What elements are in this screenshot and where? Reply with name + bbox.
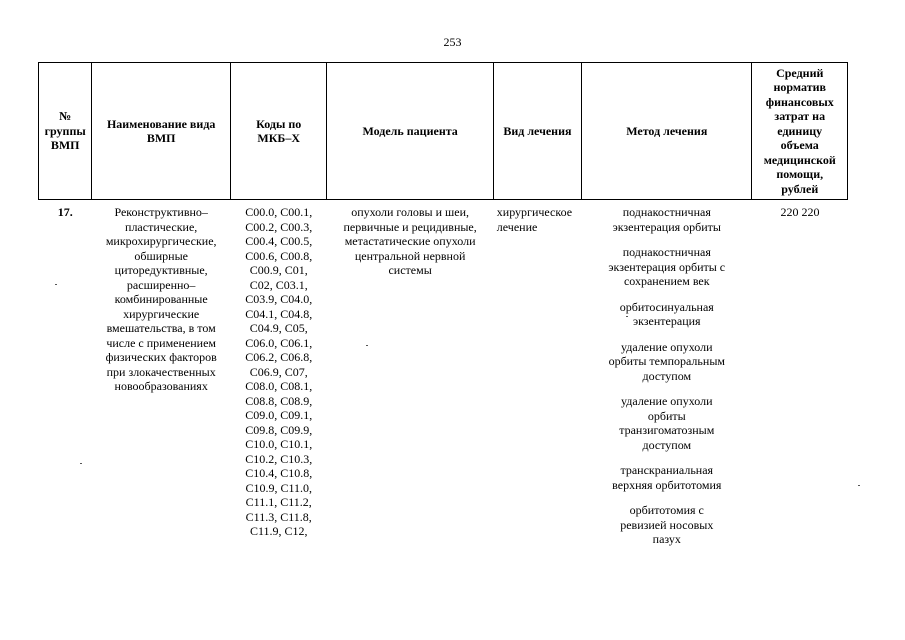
scan-speck bbox=[366, 345, 368, 346]
cell-icd-codes: C00.0, C00.1, C00.2, C00.3, C00.4, C00.5, C00.6, C00.8, C00.9, C01, C02, C03.1, C03.9, C04.0, C04.1, C04.8, C04.9, C05, C06.0, C06.1, C06.2, C06.8, C06.9, C07, C08.0, C08.1, C08.8, C08.9, C09.0, C09.1, C09.8, C09.9, C10.0, C10.1, C10.2, C10.3, C10.4, C10.8, C10.9, C11.0, C11.1, C11.2, C11.3, C11.8, C11.9, C12, bbox=[245, 205, 313, 538]
table-row bbox=[39, 200, 848, 558]
header-group-number: № группы ВМП bbox=[39, 63, 92, 200]
cell-patient-model: опухоли головы и шеи, первичные и рецидивные, метастатические опухоли центральной нервной системы bbox=[343, 205, 477, 277]
scan-speck bbox=[858, 485, 860, 486]
cell-average-cost: 220 220 bbox=[780, 205, 820, 219]
header-icd-codes: Коды по МКБ–Х bbox=[230, 63, 327, 200]
vmp-table bbox=[38, 62, 848, 558]
cell-group-number: 17. bbox=[57, 205, 73, 219]
method-item: удаление опухоли орбиты темпоральным доступом bbox=[608, 339, 725, 383]
scan-speck bbox=[80, 463, 82, 464]
header-treatment-type: Вид лечения bbox=[493, 63, 581, 200]
header-patient-model: Модель пациента bbox=[327, 63, 493, 200]
method-item: орбитотомия с ревизией носовых пазух bbox=[620, 503, 714, 546]
header-vmp-name: Наименование вида ВМП bbox=[92, 63, 231, 200]
method-item: транскраниальная верхняя орбитотомия bbox=[612, 463, 722, 492]
page-number: 253 bbox=[443, 35, 462, 49]
scan-speck bbox=[626, 316, 628, 317]
method-item: орбитосинуальная экзентерация bbox=[619, 299, 714, 328]
method-item: поднакостничная экзентерация орбиты с сохранением век bbox=[608, 245, 726, 288]
table-header-row bbox=[39, 63, 848, 200]
method-item: поднакостничная экзентерация орбиты bbox=[612, 205, 721, 234]
cell-treatment-methods bbox=[582, 200, 752, 558]
header-average-cost: Средний норматив финансовых затрат на единицу объема медицинской помощи, рублей bbox=[752, 63, 848, 200]
cell-vmp-name: Реконструктивно– пластические, микрохирургические, обширные циторедуктивные, расширенно– комбинированные хирургические вмешательства, в том числе с применением физических факторов при злокачественных новообразованиях bbox=[105, 205, 217, 393]
method-item: удаление опухоли орбиты транзигоматозным доступом bbox=[619, 394, 715, 452]
header-treatment-method: Метод лечения bbox=[582, 63, 752, 200]
scan-speck bbox=[55, 284, 57, 285]
cell-treatment-type: хирургическое лечение bbox=[496, 205, 573, 234]
